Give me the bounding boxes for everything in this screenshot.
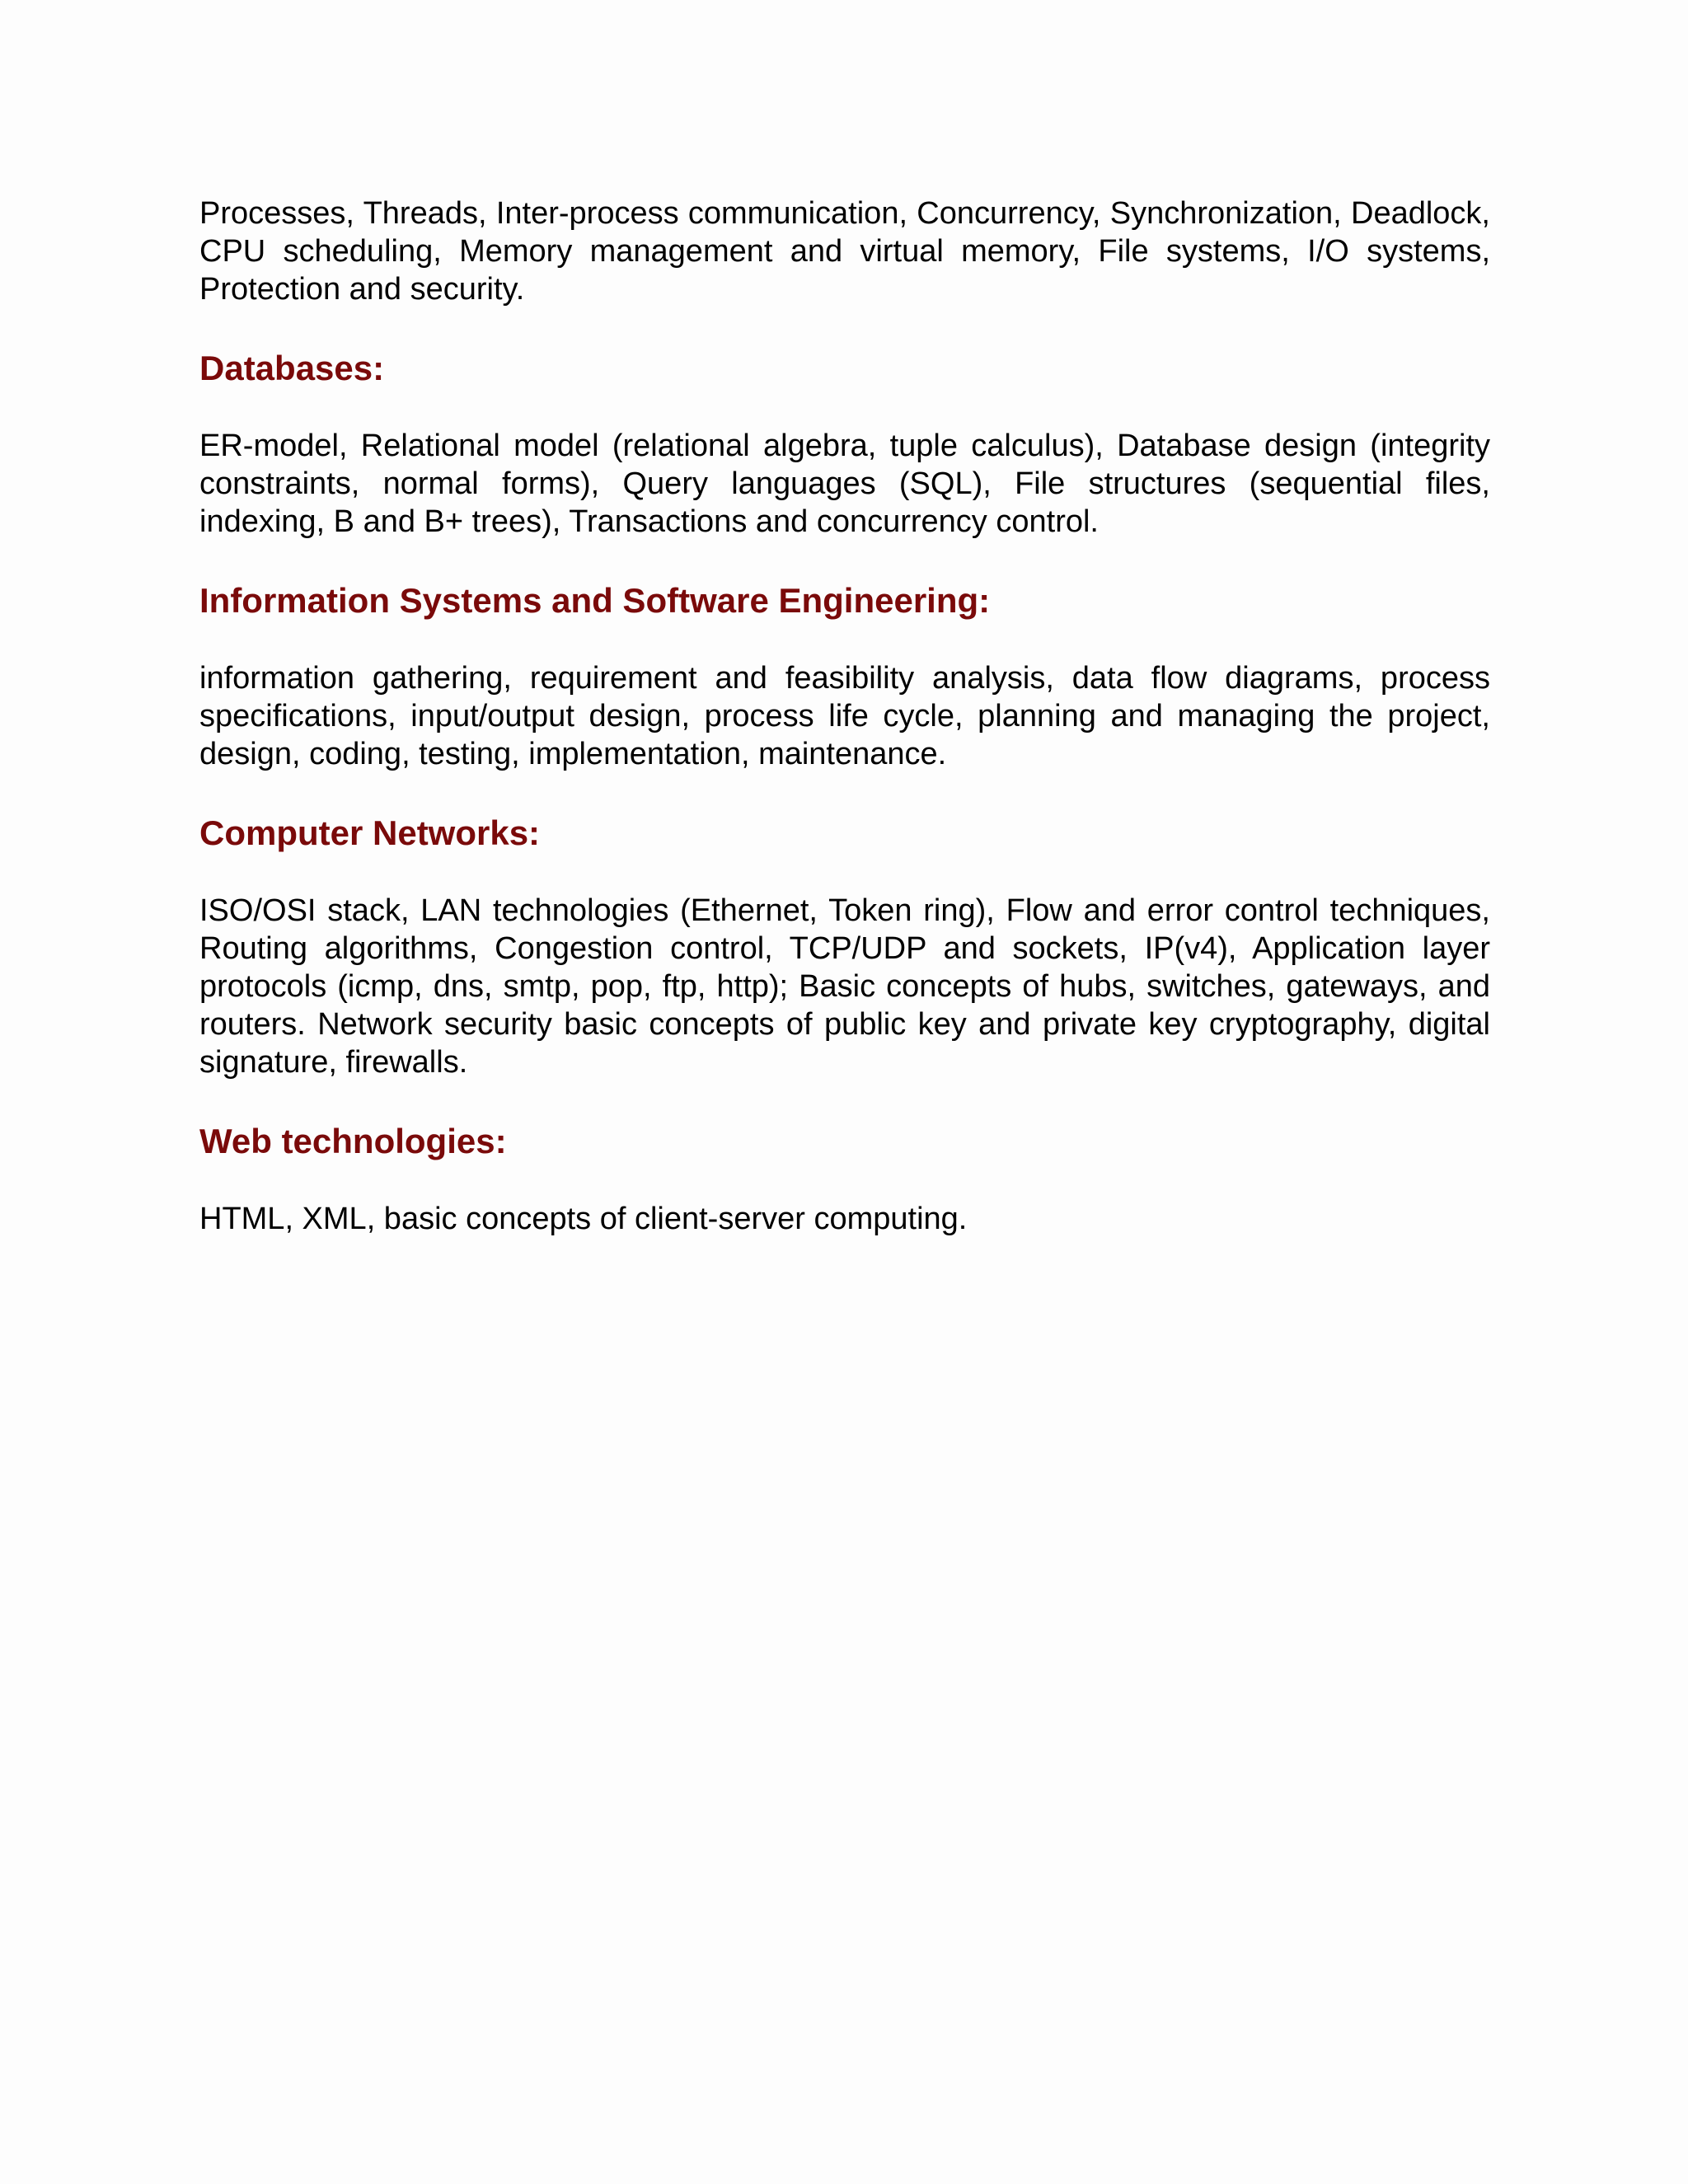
section-text-computer-networks: ISO/OSI stack, LAN technologies (Ethernet, Token ring), Flow and error control techniques, Routing algorithms, Congestion control, TCP/UDP and sockets, IP(v4), Application layer protocols (icmp, dns, smtp, pop, ftp, http); Basic concepts of hubs, switches, gateways, and routers. Network security basic concepts of public key and private key cryptography, digital signature, firewalls. bbox=[199, 893, 1490, 1080]
document-page bbox=[199, 194, 1490, 1238]
section-heading-information-systems: Information Systems and Software Engineering: bbox=[199, 581, 991, 620]
section-text-information-systems: information gathering, requirement and feasibility analysis, data flow diagrams, process specifications, input/output design, process life cycle, planning and managing the project, design, coding, testing, implementation, maintenance. bbox=[199, 661, 1490, 771]
section-text-web-technologies: HTML, XML, basic concepts of client-server computing. bbox=[199, 1202, 968, 1236]
section-heading-databases: Databases: bbox=[199, 349, 385, 387]
section-text-databases: ER-model, Relational model (relational algebra, tuple calculus), Database design (integrity constraints, normal forms), Query languages (SQL), File structures (sequential files, indexing, B and B+ trees), Transactions and concurrency control. bbox=[199, 429, 1490, 539]
section-heading-web-technologies: Web technologies: bbox=[199, 1122, 507, 1160]
intro-paragraph: Processes, Threads, Inter-process communication, Concurrency, Synchronization, Deadlock, CPU scheduling, Memory management and virtual memory, File systems, I/O systems, Protection and security. bbox=[199, 196, 1490, 307]
section-heading-computer-networks: Computer Networks: bbox=[199, 813, 541, 852]
